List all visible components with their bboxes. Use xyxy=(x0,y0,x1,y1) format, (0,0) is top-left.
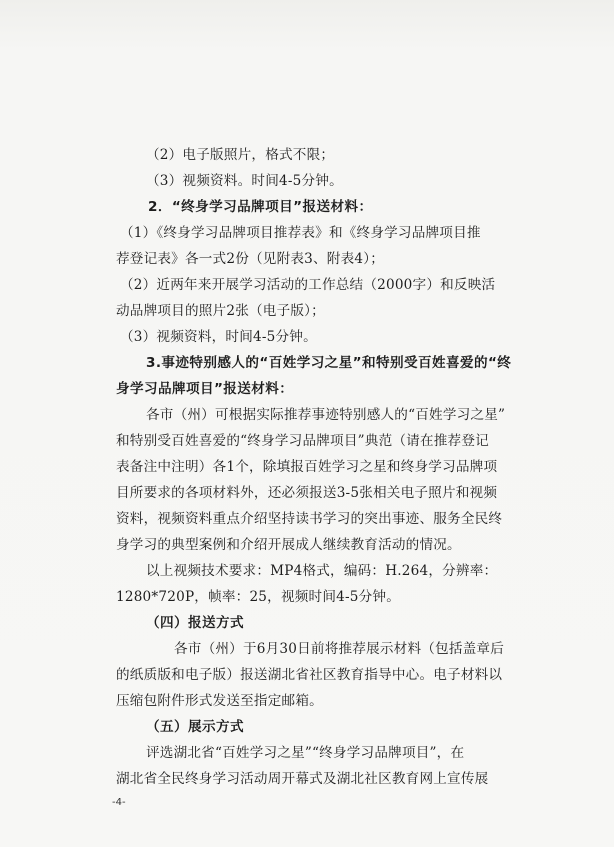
text-line: 压缩包附件形式发送至指定邮箱。 xyxy=(116,693,323,709)
page-number: -4- xyxy=(112,797,126,808)
text-line: 以上视频技术要求：MP4格式，编码：H.264，分辨率： xyxy=(146,563,498,579)
text-line: （1）《终身学习品牌项目推荐表》和《终身学习品牌项目推 xyxy=(120,225,481,241)
text-line: 1280*720P，帧率：25，视频时间4-5分钟。 xyxy=(116,589,400,605)
text-line: 表备注中注明）各1个，除填报百姓学习之星和终身学习品牌项 xyxy=(116,459,498,475)
text-line: （3）视频资料，时间4-5分钟。 xyxy=(120,329,317,345)
text-line: 各市（州）可根据实际推荐事迹特别感人的“百姓学习之星” xyxy=(146,407,506,423)
section-heading: 3.事迹特别感人的“百姓学习之星”和特别受百姓喜爱的“终 xyxy=(146,355,512,371)
text-line: 的纸质版和电子版）报送湖北省社区教育指导中心。电子材料以 xyxy=(116,667,503,683)
text-line: 各市（州）于6月30日前将推荐展示材料（包括盖章后 xyxy=(174,641,505,657)
section-heading: 2．“终身学习品牌项目”报送材料： xyxy=(148,199,373,215)
text-line: （3）视频资料。时间4-5分钟。 xyxy=(146,173,343,189)
text-line: 身学习的典型案例和介绍开展成人继续教育活动的情况。 xyxy=(116,537,461,553)
section-heading: 身学习品牌项目”报送材料： xyxy=(116,381,294,397)
text-line: 评选湖北省“百姓学习之星”“终身学习品牌项目”，在 xyxy=(146,745,465,761)
text-line: （2）近两年来开展学习活动的工作总结（2000字）和反映活 xyxy=(120,277,496,293)
text-line: 资料，视频资料重点介绍坚持读书学习的突出事迹、服务全民终 xyxy=(116,511,503,527)
text-line: 目所要求的各项材料外，还必须报送3-5张相关电子照片和视频 xyxy=(116,485,498,501)
text-line: （2）电子版照片，格式不限； xyxy=(146,147,335,163)
section-heading: （四）报送方式 xyxy=(146,615,244,631)
section-heading: （五）展示方式 xyxy=(146,719,244,735)
text-line: 和特别受百姓喜爱的“终身学习品牌项目”典范（请在推荐登记 xyxy=(116,433,489,449)
text-line: 荐登记表》各一式2份（见附表3、附表4）； xyxy=(116,251,385,267)
text-line: 湖北省全民终身学习活动周开幕式及湖北社区教育网上宣传展 xyxy=(116,771,489,787)
text-line: 动品牌项目的照片2张（电子版）； xyxy=(116,303,325,319)
